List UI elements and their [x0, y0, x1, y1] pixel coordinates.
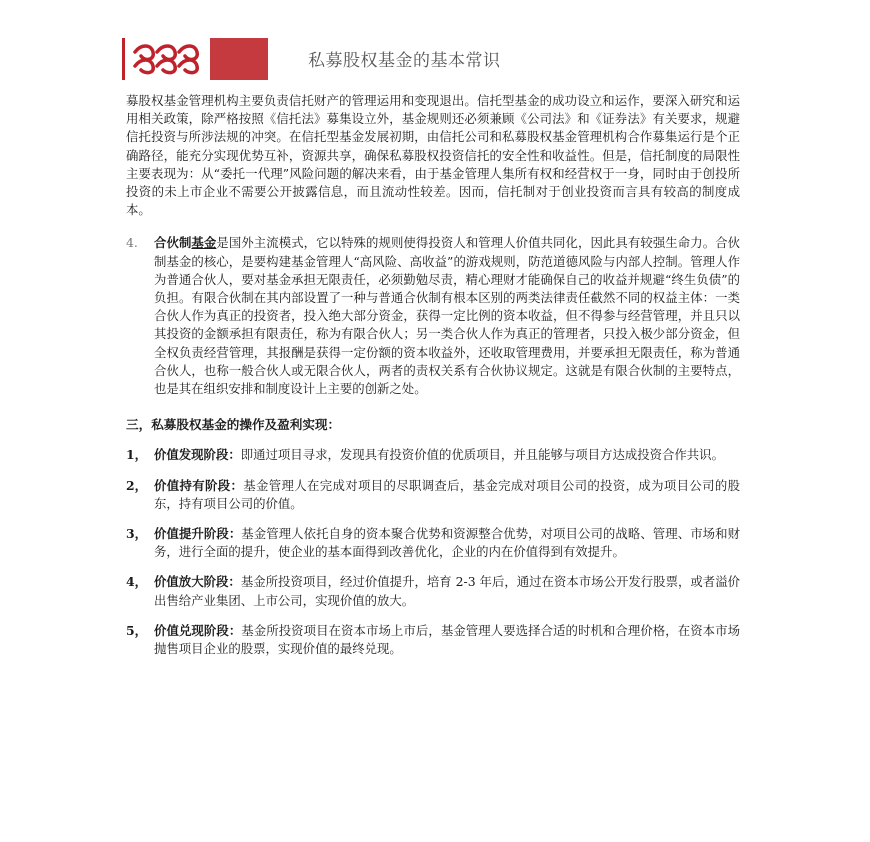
stage-term: 价值放大阶段：	[154, 574, 241, 590]
stage-term: 价值发现阶段：	[154, 447, 241, 463]
term-fund: 基金	[191, 235, 217, 251]
stage-term: 价值提升阶段：	[154, 526, 242, 542]
stage-text: 基金所投资项目在资本市场上市后，基金管理人要选择合适的时机和合理价格，在资本市场抛售项目企业的股票，实现价值的最终兑现。	[154, 622, 741, 657]
stage-number: 4，	[126, 574, 148, 590]
stage-item	[126, 525, 740, 561]
stage-text: 基金管理人在完成对项目的尽职调查后，基金完成对项目公司的投资，成为项目公司的股东，持有项目公司的价值。	[154, 477, 741, 511]
term-partnership: 合伙制	[154, 235, 192, 251]
document-body	[126, 92, 740, 658]
stage-term: 价值持有阶段：	[154, 477, 244, 493]
stage-term: 价值兑现阶段：	[154, 622, 242, 638]
stage-number: 1，	[126, 447, 148, 463]
header-red-block	[210, 38, 268, 80]
stage-number: 3，	[126, 526, 148, 542]
stage-item	[126, 622, 740, 658]
list-item-number: 4.	[126, 235, 138, 251]
company-logo	[122, 38, 209, 80]
stage-item	[126, 477, 740, 513]
stage-text: 即通过项目寻求，发现具有投资价值的优质项目，并且能够与项目方达成投资合作共识。	[240, 447, 724, 463]
stage-text: 基金管理人依托自身的资本聚合优势和资源整合优势，对项目公司的战略、管理、市场和财务，进行全面的提升，使企业的基本面得到改善优化，企业的内在价值得到有效提升。	[154, 526, 741, 560]
stage-item	[126, 573, 740, 609]
stage-number: 2，	[126, 477, 148, 493]
stage-item	[126, 446, 740, 464]
logo-swirl-icon	[131, 42, 203, 76]
section-heading: 三，私募股权基金的操作及盈利实现：	[126, 417, 341, 433]
list-item-partnership-fund	[126, 234, 740, 398]
intro-paragraph: 募股权基金管理机构主要负责信托财产的管理运用和变现退出。信托型基金的成功设立和运作，要深入研究和运用相关政策，除严格按照《信托法》募集设立外，基金规则还必须兼顾《公司法》和《证券法》有关要求，规避信托投资与所涉法规的冲突。在信托型基金发展初期，由信托公司和私募股权基金管理机构合作募集运行是个正确路径，能充分实现优势互补，资源共享，确保私募股权投资信托的安全性和收益性。但是，信托制度的局限性主要表现为：从“委托一代理”风险问题的解决来看，由于基金管理人集所有权和经营权于一身，同时由于创投所投资的未上市企业不需要公开披露信息，而且流动性较差。因而，信托制对于创业投资而言具有较高的制度成本。	[126, 93, 740, 218]
list-item-text: 是国外主流模式，它以特殊的规则使得投资人和管理人价值共同化，因此具有较强生命力。合伙制基金的核心，是要构建基金管理人“高风险、高收益”的游戏规则，防范道德风险与内部人控制。管理人作为普通合伙人，要对基金承担无限责任，必须勤勉尽责，精心理财才能确保自己的收益并规避“终生负债”的负担。有限合伙制在其内部设置了一种与普通合伙制有根本区别的两类法律责任截然不同的权益主体：一类合伙人作为真正的投资者，投入绝大部分资金，获得一定比例的资本收益，但不得参与经营管理，并且只以其投资的金额承担有限责任，称为有限合伙人；另一类合伙人作为真正的管理者，只投入极少部分资金，但全权负责经营管理，其报酬是获得一定份额的资本收益外，还收取管理费用，并要承担无限责任，称为普通合伙人，也称一般合伙人或无限合伙人，两者的责权关系有合伙协议规定。这就是有限合伙制的主要特点，也是其在组织安排和制度设计上主要的创新之处。	[154, 235, 741, 397]
stage-number: 5，	[126, 622, 148, 638]
stage-text: 基金所投资项目，经过价值提升，培育 2-3 年后，通过在资本市场公开发行股票，或者溢价出售给产业集团、上市公司，实现价值的放大。	[154, 574, 740, 608]
page-header	[122, 38, 742, 80]
page-title: 私募股权基金的基本常识	[308, 51, 501, 71]
